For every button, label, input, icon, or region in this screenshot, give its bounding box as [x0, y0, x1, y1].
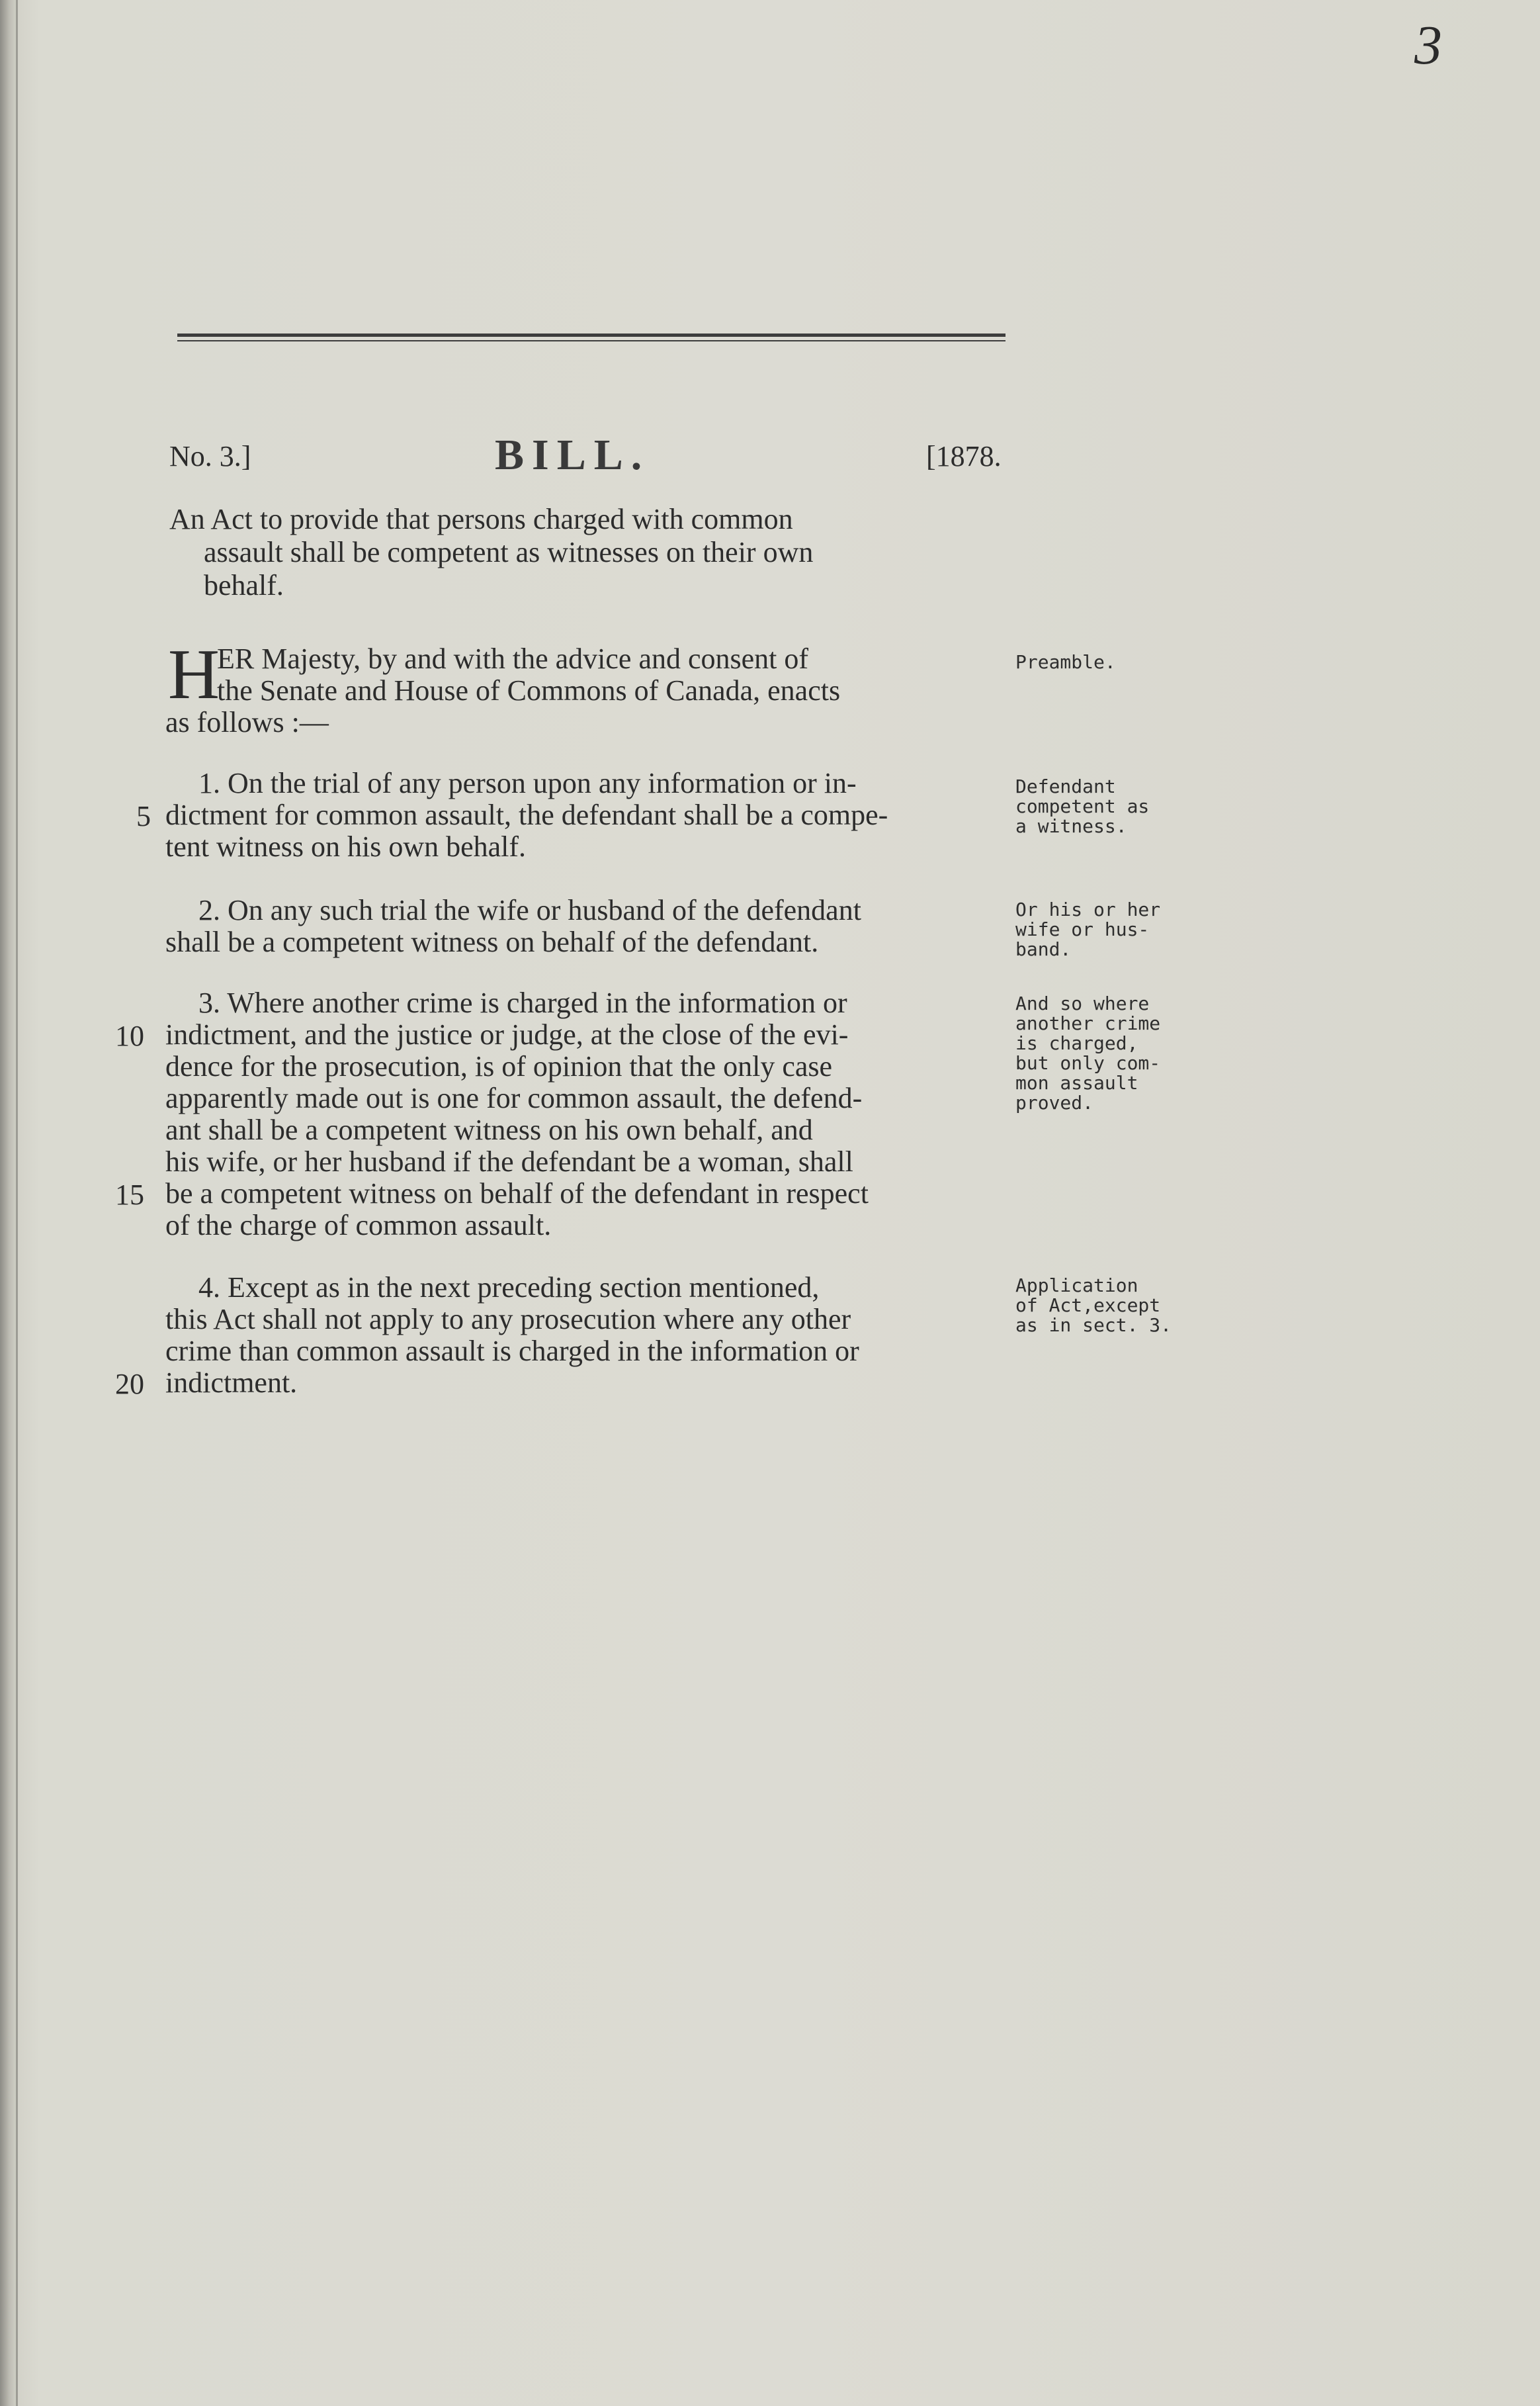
- section-3-line: 3. Where another crime is charged in the information or: [198, 987, 847, 1019]
- section-3-line: dence for the prosecution, is of opinion that the only case: [165, 1050, 833, 1083]
- line-number: 5: [136, 800, 151, 832]
- section-2-line: shall be a competent witness on behalf of the defendant.: [165, 926, 819, 958]
- long-title-line: assault shall be competent as witnesses on their own: [204, 536, 814, 568]
- section-2-line: 2. On any such trial the wife or husband of the defendant: [198, 894, 861, 926]
- preamble-line: ER Majesty, by and with the advice and consent of: [217, 643, 809, 675]
- preamble-line: as follows :—: [165, 706, 329, 738]
- margin-note-section-3: And so where another crime is charged, but only com- mon assault proved.: [1015, 993, 1161, 1114]
- bill-title: BILL.: [495, 431, 650, 479]
- preamble-line: the Senate and House of Commons of Canada, enacts: [217, 674, 841, 707]
- section-4-line: indictment.: [165, 1366, 298, 1399]
- margin-note-section-2: Or his or her wife or hus- band.: [1015, 899, 1161, 960]
- section-3-line: ant shall be a competent witness on his own behalf, and: [165, 1114, 813, 1146]
- margin-note-section-1: Defendant competent as a witness.: [1015, 776, 1150, 837]
- section-4-line: this Act shall not apply to any prosecution where any other: [165, 1303, 851, 1335]
- section-1-line: tent witness on his own behalf.: [165, 830, 527, 863]
- line-number: 10: [115, 1020, 144, 1052]
- section-1-line: dictment for common assault, the defendant shall be a compe-: [165, 799, 888, 831]
- long-title-line: behalf.: [204, 569, 284, 602]
- long-title-line: An Act to provide that persons charged with common: [169, 503, 793, 535]
- long-title: [169, 503, 1003, 602]
- section-3-line: be a competent witness on behalf of the defendant in respect: [165, 1177, 869, 1210]
- bill-year: [1878.: [926, 440, 1002, 472]
- margin-note-preamble: Preamble.: [1015, 651, 1116, 673]
- header-rule-thin: [177, 340, 1005, 341]
- preamble-dropcap: H: [168, 635, 220, 714]
- section-4-line: crime than common assault is charged in the information or: [165, 1335, 859, 1367]
- section-4-line: 4. Except as in the next preceding section mentioned,: [198, 1271, 820, 1304]
- section-3-line: of the charge of common assault.: [165, 1209, 552, 1241]
- header-rule: [177, 334, 1005, 337]
- page-number: 3: [1414, 15, 1442, 76]
- section-3-line: indictment, and the justice or judge, at the close of the evi-: [165, 1018, 849, 1051]
- binding-edge: [16, 0, 18, 2406]
- section-3-line: apparently made out is one for common assault, the defend-: [165, 1082, 863, 1114]
- section-3-line: his wife, or her husband if the defendant be a woman, shall: [165, 1145, 853, 1178]
- section-1-line: 1. On the trial of any person upon any information or in-: [198, 767, 857, 799]
- line-number: 15: [115, 1179, 144, 1211]
- line-number: 20: [115, 1368, 144, 1400]
- margin-note-section-4: Application of Act,except as in sect. 3.: [1015, 1274, 1172, 1336]
- bill-number: No. 3.]: [169, 440, 251, 472]
